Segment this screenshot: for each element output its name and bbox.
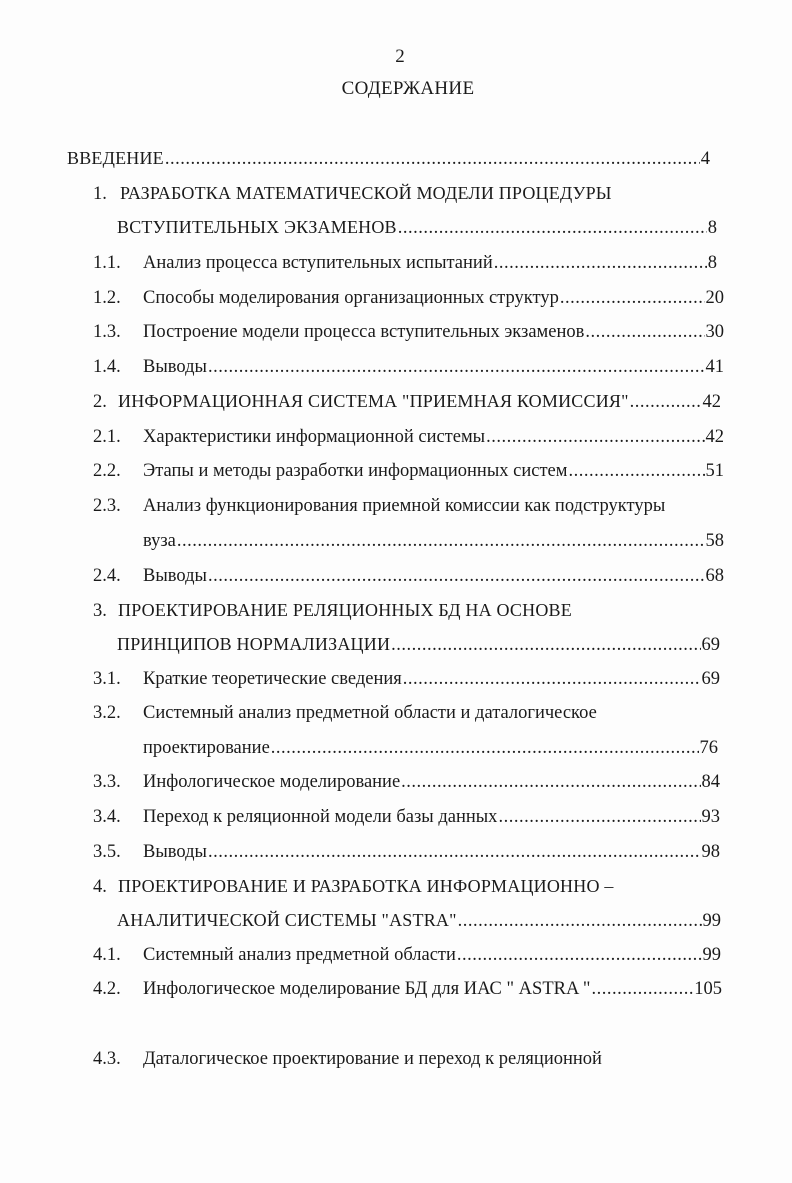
toc-page-number: 8	[707, 218, 717, 238]
toc-page-number: 105	[694, 979, 722, 999]
dot-leader	[494, 251, 707, 275]
toc-page-number: 69	[701, 635, 720, 655]
toc-page-number: 99	[702, 945, 721, 965]
dot-leader	[458, 909, 702, 933]
toc-section-number: 4.2.	[93, 979, 121, 999]
toc-section-number: 1.3.	[93, 322, 121, 342]
toc-entry-title: АНАЛИТИЧЕСКОЙ СИСТЕМЫ "ASTRA"	[117, 910, 457, 930]
toc-entry-1-4	[93, 355, 724, 379]
dot-leader	[591, 977, 693, 1001]
toc-section-number: 2.4.	[93, 566, 121, 586]
toc-entry-title: Выводы	[143, 357, 207, 377]
toc-entry-title: Характеристики информационной системы	[143, 427, 486, 447]
toc-entry-4-2	[93, 977, 722, 1001]
toc-entry-title: Анализ функционирования приемной комиссии как подструктуры	[143, 496, 666, 516]
toc-entry-title: Даталогическое проектирование и переход к реляционной	[143, 1049, 602, 1069]
toc-page-number: 76	[699, 738, 718, 758]
toc-entry-3-3	[93, 770, 720, 794]
toc-section-number: 4.	[93, 877, 107, 897]
toc-section-number: 3.	[93, 601, 107, 621]
toc-page-number: 42	[702, 392, 721, 412]
toc-section-number: 1.2.	[93, 288, 121, 308]
toc-entry-1-1	[93, 251, 717, 275]
toc-page-number: 51	[705, 461, 724, 481]
dot-leader	[486, 425, 704, 449]
toc-entry-title: Инфологическое моделирование	[143, 772, 401, 792]
toc-section-number: 3.1.	[93, 669, 121, 689]
toc-page-number: 99	[702, 911, 721, 931]
toc-entry-3-2-line1	[93, 701, 733, 725]
toc-entry-title: РАЗРАБОТКА МАТЕМАТИЧЕСКОЙ МОДЕЛИ ПРОЦЕДУРЫ	[120, 183, 612, 203]
toc-page-number: 68	[705, 566, 724, 586]
toc-section-number: 2.	[93, 392, 107, 412]
toc-entry-3-1	[93, 667, 720, 691]
toc-entry-3-2-line2	[143, 736, 718, 760]
toc-section-number: 3.4.	[93, 807, 121, 827]
dot-leader	[498, 805, 700, 829]
toc-section-number: 4.3.	[93, 1049, 121, 1069]
toc-entry-3-4	[93, 805, 720, 829]
toc-entry-3-5	[93, 840, 720, 864]
toc-entry-1-2	[93, 286, 724, 310]
toc-entry-title: Переход к реляционной модели базы данных	[143, 807, 498, 827]
toc-section-number: 2.1.	[93, 427, 121, 447]
toc-entry-title: Краткие теоретические сведения	[143, 669, 402, 689]
toc-page-number: 42	[705, 427, 724, 447]
toc-section-number: 1.4.	[93, 357, 121, 377]
toc-entry-title: Инфологическое моделирование БД для ИАС " ASTRA "	[143, 979, 591, 999]
toc-entry-4-1	[93, 943, 721, 967]
toc-section-number: 3.2.	[93, 703, 121, 723]
toc-entry-title: ПРИНЦИПОВ НОРМАЛИЗАЦИИ	[117, 634, 391, 654]
toc-entry-title: Построение модели процесса вступительных экзаменов	[143, 322, 585, 342]
toc-page-number: 98	[701, 842, 720, 862]
toc-page-number: 69	[701, 669, 720, 689]
dot-leader	[630, 390, 702, 414]
toc-page-number: 30	[705, 322, 724, 342]
dot-leader	[208, 564, 705, 588]
toc-section-4-line1	[93, 874, 733, 899]
dot-leader	[208, 840, 701, 864]
toc-entry-title: Способы моделирования организационных структур	[143, 288, 559, 308]
toc-section-4-line2	[117, 908, 721, 933]
toc-section-1-line1	[93, 181, 733, 206]
toc-entry-title: Анализ процесса вступительных испытаний	[143, 253, 493, 273]
toc-section-number: 3.3.	[93, 772, 121, 792]
toc-entry-title: Системный анализ предметной области и даталогическое	[143, 703, 597, 723]
toc-entry-title: ПРОЕКТИРОВАНИЕ РЕЛЯЦИОННЫХ БД НА ОСНОВЕ	[118, 600, 572, 620]
dot-leader	[391, 633, 700, 657]
toc-page-number: 4	[700, 149, 710, 169]
toc-entry-title: ВСТУПИТЕЛЬНЫХ ЭКЗАМЕНОВ	[117, 217, 397, 237]
toc-entry-title: Этапы и методы разработки информационных систем	[143, 461, 568, 481]
toc-page-number: 20	[705, 288, 724, 308]
toc-entry-title: Выводы	[143, 566, 207, 586]
dot-leader	[585, 320, 704, 344]
dot-leader	[177, 529, 705, 553]
dot-leader	[271, 736, 699, 760]
dot-leader	[560, 286, 705, 310]
toc-entry-2-3-line2	[143, 529, 724, 553]
dot-leader	[457, 943, 702, 967]
toc-entry-2-4	[93, 564, 724, 588]
toc-page-number: 84	[701, 772, 720, 792]
toc-page-number: 93	[701, 807, 720, 827]
toc-entry-2-2	[93, 459, 724, 483]
toc-page-number: 41	[705, 357, 724, 377]
dot-leader	[401, 770, 700, 794]
toc-entry-title: Выводы	[143, 842, 207, 862]
toc-entry-1-3	[93, 320, 724, 344]
toc-section-number: 4.1.	[93, 945, 121, 965]
toc-entry-title: ВВЕДЕНИЕ	[67, 148, 164, 168]
toc-entry-title: вуза	[143, 531, 176, 551]
toc-entry-4-3	[93, 1047, 733, 1071]
toc-section-number: 3.5.	[93, 842, 121, 862]
toc-entry-title: проектирование	[143, 738, 270, 758]
toc-entry-title: ИНФОРМАЦИОННАЯ СИСТЕМА "ПРИЕМНАЯ КОМИССИЯ"	[118, 391, 629, 411]
toc-entry-title: ПРОЕКТИРОВАНИЕ И РАЗРАБОТКА ИНФОРМАЦИОННО –	[118, 876, 614, 896]
toc-section-1-line2	[117, 215, 717, 240]
toc-entry-title: Системный анализ предметной области	[143, 945, 456, 965]
toc-section-number: 2.2.	[93, 461, 121, 481]
dot-leader	[165, 147, 700, 171]
toc-section-3-line1	[93, 598, 733, 623]
toc-section-number: 1.1.	[93, 253, 121, 273]
dot-leader	[398, 216, 707, 240]
toc-entry-2-3-line1	[93, 494, 733, 518]
dot-leader	[403, 667, 701, 691]
toc-page-number: 8	[707, 253, 717, 273]
toc-section-2	[93, 389, 721, 414]
dot-leader	[568, 459, 704, 483]
page-title: СОДЕРЖАНИЕ	[341, 78, 475, 99]
page-number: 2	[395, 46, 405, 67]
dot-leader	[208, 355, 705, 379]
toc-section-number: 2.3.	[93, 496, 121, 516]
toc-section-3-line2	[117, 632, 720, 657]
toc-entry-intro	[67, 146, 710, 171]
toc-page-number: 58	[705, 531, 724, 551]
toc-section-number: 1.	[93, 184, 107, 204]
toc-entry-2-1	[93, 425, 724, 449]
